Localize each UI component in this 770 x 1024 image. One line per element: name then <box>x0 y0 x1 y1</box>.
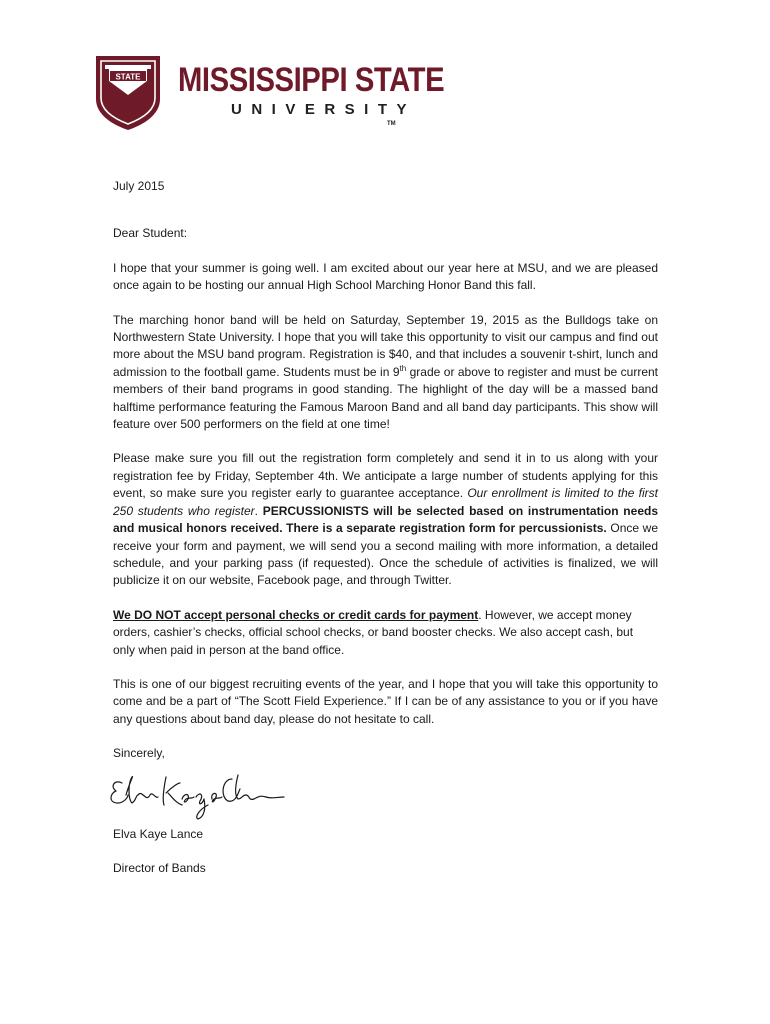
payment-warning: We DO NOT accept personal checks or credit cards for payment <box>113 607 479 622</box>
letterhead <box>95 55 455 135</box>
ordinal-suffix: th <box>399 363 407 373</box>
university-subname: UNIVERSITY <box>231 101 417 118</box>
paragraph-4-text: . However, we accept money orders, cashier’s checks, official school checks, or band booster checks. We also accept cash, but only when paid in person at the band office. <box>113 607 634 657</box>
shield-text: STATE <box>115 72 141 82</box>
paragraph-2-text-b: grade or above to register and must be current members of their band programs in good standing. The highlight of the day will be a massed band halftime performance featuring the Famous Maroon Band and all band day participants. This show will feature over 500 performers on the field at one time! <box>113 364 659 432</box>
paragraph-2-text-a: The marching honor band will be held on Saturday, September 19, 2015 as the Bulldogs take on Northwestern State University. I hope that you will take this opportunity to visit our campus and find out more about the MSU band program. Registration is $40, and that includes a souvenir t-shirt, lunch and admission to the football game. Students must be in 9 <box>113 312 658 379</box>
handwritten-signature <box>108 769 288 821</box>
greeting: Dear Student: <box>113 226 188 241</box>
university-shield-logo <box>95 55 161 131</box>
paragraph-3-text-b: . <box>254 503 263 518</box>
trademark: TM <box>387 121 396 127</box>
paragraph-3 <box>113 450 658 589</box>
paragraph-3-text-a: Please make sure you fill out the registration form completely and send it in to us along with your registration fee by Friday, September 4th. We anticipate a large number of students applying for this event, so make sure you register early to guarantee acceptance. <box>113 451 658 501</box>
signer-title: Director of Bands <box>113 861 206 876</box>
percussionist-note: PERCUSSIONISTS will be selected based on instrumentation needs and musical honors received. There is a separate registration form for percussionists. <box>113 503 658 536</box>
paragraph-5: This is one of our biggest recruiting events of the year, and I hope that you will take this opportunity to come and be a part of “The Scott Field Experience.” If I can be of any assistance to you or if you have any questions about band day, please do not hesitate to call. <box>113 676 658 726</box>
letter-date: July 2015 <box>113 179 165 193</box>
paragraph-1: I hope that your summer is going well. I am excited about our year here at MSU, and we are pleased once again to be hosting our annual High School Marching Honor Band this fall. <box>113 260 658 293</box>
paragraph-2 <box>113 312 658 434</box>
paragraph-3-text-c: Once we receive your form and payment, we will send you a second mailing with more information, a detailed schedule, and your parking pass (if requested). Once the schedule of activities is finalized, we will publicize it on our website, Facebook page, and through Twitter. <box>113 521 658 588</box>
closing: Sincerely, <box>113 746 165 761</box>
enrollment-limit-note: Our enrollment is limited to the first 250 students who register <box>113 486 658 518</box>
signer-name: Elva Kaye Lance <box>113 826 204 841</box>
university-name: MISSISSIPPI STATE <box>178 61 445 99</box>
paragraph-4 <box>113 607 658 659</box>
letter-body <box>113 178 658 895</box>
